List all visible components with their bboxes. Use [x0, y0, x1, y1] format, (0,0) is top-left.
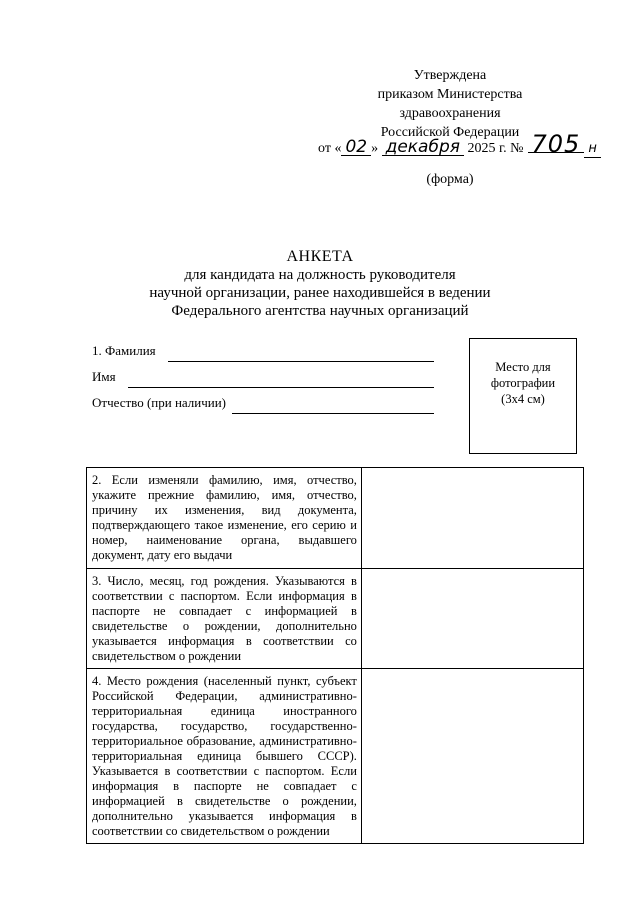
approval-line-4: Российской Федерации [380, 125, 520, 140]
document-title [80, 248, 560, 320]
photo-line-2: фотографии [490, 376, 556, 390]
order-day-handwritten: 02 [341, 139, 371, 156]
question-label: 3. Число, месяц, год рождения. Указываются в соответствии с паспортом. Если информация в паспорте не совпадает с информацией в свидетельстве о рождении, дополнительно указывается информация в соответствии со свидетельством о рождении [87, 569, 362, 669]
quote-close: » [371, 141, 379, 156]
title-line-1: для кандидата на должность руководителя [184, 267, 456, 283]
order-from-label: от [318, 141, 331, 156]
patronymic-input-line[interactable] [232, 413, 434, 414]
questionnaire-table [86, 467, 584, 844]
table-row [87, 569, 584, 669]
answer-cell[interactable] [361, 669, 583, 844]
title-main: АНКЕТА [286, 248, 354, 265]
form-label: (форма) [426, 172, 474, 187]
answer-cell[interactable] [361, 468, 583, 569]
approval-line-2: приказом Министерства [377, 87, 523, 102]
photo-line-1: Место для [495, 360, 551, 374]
surname-input-line[interactable] [168, 361, 434, 362]
question-label: 2. Если изменяли фамилию, имя, отчество, укажите прежние фамилию, имя, отчество, причину их изменения, вид документа, подтверждающего такое изменение, его серию и номер, наименование органа, выдавшего документ, дату его выдачи [87, 468, 362, 569]
order-number-suffix: н [584, 141, 601, 158]
photo-placeholder [469, 338, 577, 454]
patronymic-label: Отчество (при наличии) [92, 395, 227, 410]
table-row [87, 468, 584, 569]
table-row [87, 669, 584, 844]
name-input-line[interactable] [128, 387, 434, 388]
order-month-handwritten: декабря [382, 139, 464, 156]
approval-line-1: Утверждена [413, 68, 487, 83]
answer-cell[interactable] [361, 569, 583, 669]
quote-open: « [334, 141, 342, 156]
approval-line-3: здравоохранения [399, 106, 501, 121]
order-year-label: 2025 г. № [467, 141, 524, 156]
title-line-2: научной организации, ранее находившейся в ведении [149, 285, 491, 301]
photo-line-3: (3х4 см) [501, 392, 545, 406]
title-line-3: Федерального агентства научных организаций [171, 303, 469, 319]
order-number-handwritten: 705 [528, 136, 585, 153]
surname-label: 1. Фамилия [92, 343, 156, 358]
name-label: Имя [92, 369, 116, 384]
question-label: 4. Место рождения (населенный пункт, субъект Российской Федерации, административно-территориальная единица иностранного государства, государство, государственно-территориальное образование, административно-территориальная единица бывшего СССР). Указывается в соответствии с паспортом. Если информация в паспорте не совпадает с информацией в свидетельстве о рождении, дополнительно указывается информация в соответствии со свидетельством о рождении [87, 669, 362, 844]
